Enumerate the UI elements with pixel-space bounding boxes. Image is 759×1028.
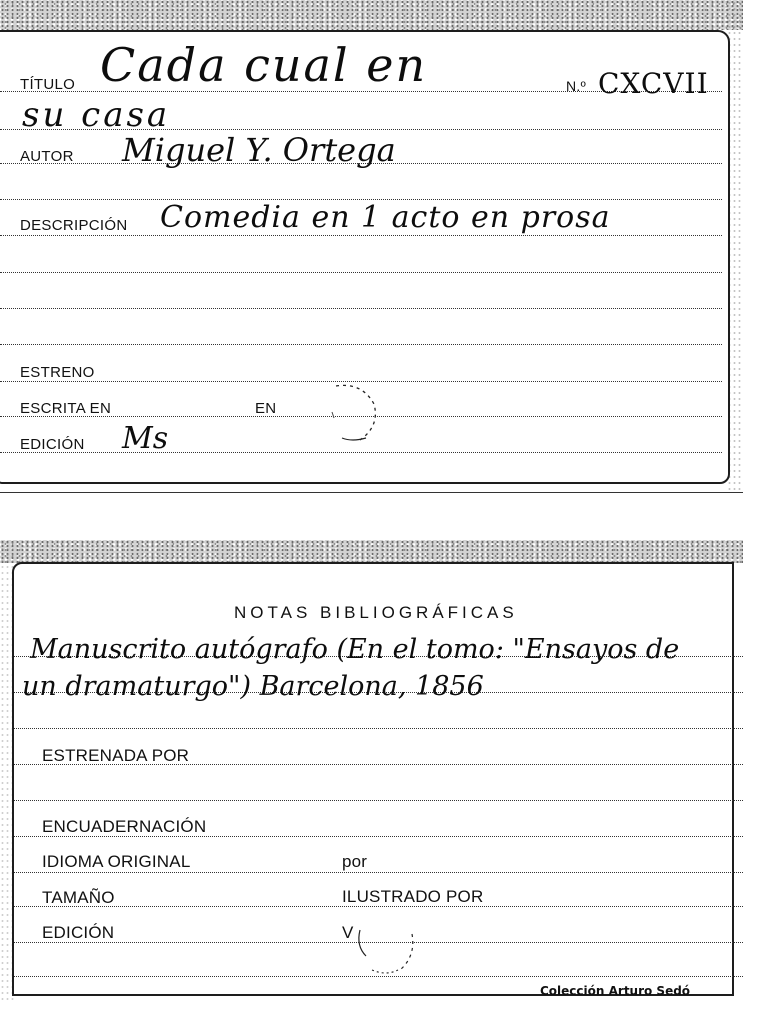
estreno-label: ESTRENO [20,364,95,381]
rule-line [14,872,743,873]
rule-line [14,728,743,729]
rule-line [0,452,722,453]
catalog-number-handwriting: CXCVII [598,67,709,100]
notes-handwriting-line2: un dramaturgo") Barcelona, 1856 [22,671,484,702]
card-top-speckle [0,540,743,563]
card-divider [0,492,743,493]
ilustrado-por-label: ILUSTRADO POR [342,887,484,906]
rule-line [0,235,722,236]
en-label: EN [255,400,277,417]
rule-line [0,308,722,309]
notes-handwriting-line1: Manuscrito autógrafo (En el tomo: "Ensayos de [30,634,680,665]
edition-handwriting: Ms [122,421,169,456]
encuadernacion-label: ENCUADERNACIÓN [42,817,207,836]
collection-credit: Colección Arturo Sedó [540,984,691,998]
v-label: V [342,923,354,942]
escrita-en-label: ESCRITA EN [20,400,112,417]
title-handwriting-line2: su casa [22,95,171,135]
description-handwriting: Comedia en 1 acto en prosa [160,200,611,235]
numero-label: N.º [566,78,587,94]
title-handwriting-line1: Cada cual en [100,38,428,92]
rule-line [0,344,722,345]
card-top-speckle [0,0,743,30]
idioma-original-label: IDIOMA ORIGINAL [42,852,191,871]
edicion-back-label: EDICIÓN [42,923,115,942]
author-handwriting: Miguel Y. Ortega [122,131,396,169]
titulo-label: TÍTULO [20,76,76,93]
punch-hole-mark [352,926,416,978]
rule-line [14,800,743,801]
punch-hole-mark [322,382,382,444]
estrenada-por-label: ESTRENADA POR [42,746,190,765]
autor-label: AUTOR [20,148,74,165]
edicion-label: EDICIÓN [20,436,85,453]
rule-line [0,272,722,273]
notas-bibliograficas-heading: NOTAS BIBLIOGRÁFICAS [234,603,518,622]
descripcion-label: DESCRIPCIÓN [20,217,128,234]
por-label: por [342,852,368,871]
catalog-card-front [0,0,743,492]
tamano-label: TAMAÑO [42,888,115,907]
